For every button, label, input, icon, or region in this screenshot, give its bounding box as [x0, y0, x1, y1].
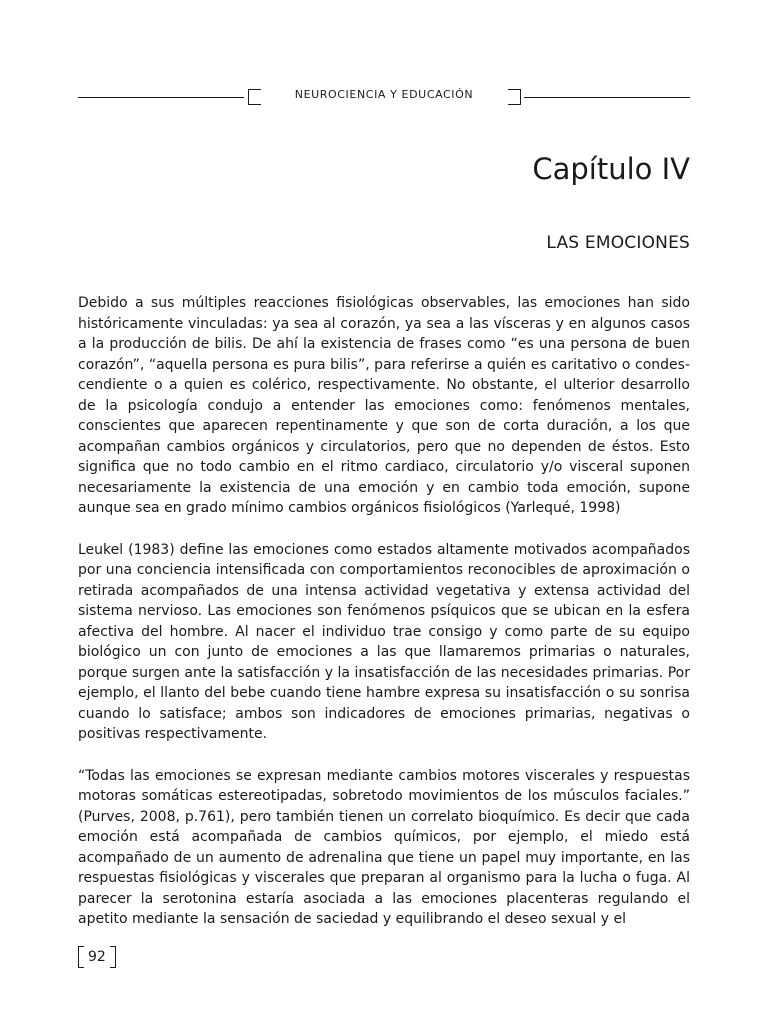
running-title: NEUROCIENCIA Y EDUCACIÓN [294, 88, 474, 101]
page-number: 92 [78, 946, 116, 968]
paragraph-2: Leukel (1983) define las emociones como estados altamente motivados acompañados por una conciencia intensificada con comportamientos reconocibles de aproximación o retirada acompañados de una intensa actividad vegetativa y extensa actividad del sistema nervioso. Las emociones son fenómenos psíquicos que se ubican en la esfera afectiva del hombre. Al nacer el individuo trae consigo y como parte de su equipo biológico un con junto de emociones a las que llamaremos primarias o naturales, porque surgen ante la satisfacción y la insatisfacción de las necesidades primarias. Por ejemplo, el llanto del bebe cuando tiene hambre expresa su insatisfacción o su sonrisa cuando lo satisface; ambos son indicadores de emociones primarias, negativas o positivas respectivamente. [78, 541, 690, 742]
running-header [78, 86, 690, 108]
body-text [78, 293, 690, 951]
paragraph-1: Debido a sus múltiples reacciones fisiológicas observables, las emociones han sido históricamente vinculadas: ya sea al corazón, ya sea a las vísceras y en algunos casos a la producción de bilis. De ahí la existencia de frases como “es una persona de buen corazón”, “aquella persona es pura bilis”, para referirse a quién es caritativo o condescendiente o a quien es colérico, respectivamente. No obstante, el ulterior desarrollo de la psicología condujo a entender las emociones como: fenómenos mentales, conscientes que aparecen repentinamente y que son de corta duración, a los que acompañan cambios orgánicos y circulatorios, pero que no dependen de éstos. Esto significa que no todo cambio en el ritmo cardiaco, circulatorio y/o visceral suponen necesariamente la existencia de una emoción y en cambio toda emoción, supone aunque sea en grado mínimo cambios orgánicos fisiológicos (Yarlequé, 1998) [78, 295, 690, 516]
chapter-title: Capítulo IV [532, 152, 690, 186]
header-rule-right [524, 97, 690, 98]
header-bracket-right [508, 89, 521, 105]
header-rule-left [78, 97, 244, 98]
paragraph-3: “Todas las emociones se expresan mediante cambios motores viscerales y respuestas motoras somáticas estereotipadas, sobretodo movimientos de los músculos faciales.” (Purves, 2008, p.761), pero también tienen un correlato bioquímico. Es decir que cada emoción está acompañada de cambios químicos, por ejemplo, el miedo está acompañado de un aumento de adrenalina que tiene un papel muy importante, en las respuestas fisiológicas y viscerales que preparan al organismo para la lucha o fuga. Al parecer la serotonina estaría asociada a las emociones placenteras regulando el apetito mediante la sensación de saciedad y equilibrando el deseo sexual y el [78, 767, 690, 927]
header-bracket-left [248, 89, 261, 105]
section-title: LAS EMOCIONES [546, 233, 690, 253]
